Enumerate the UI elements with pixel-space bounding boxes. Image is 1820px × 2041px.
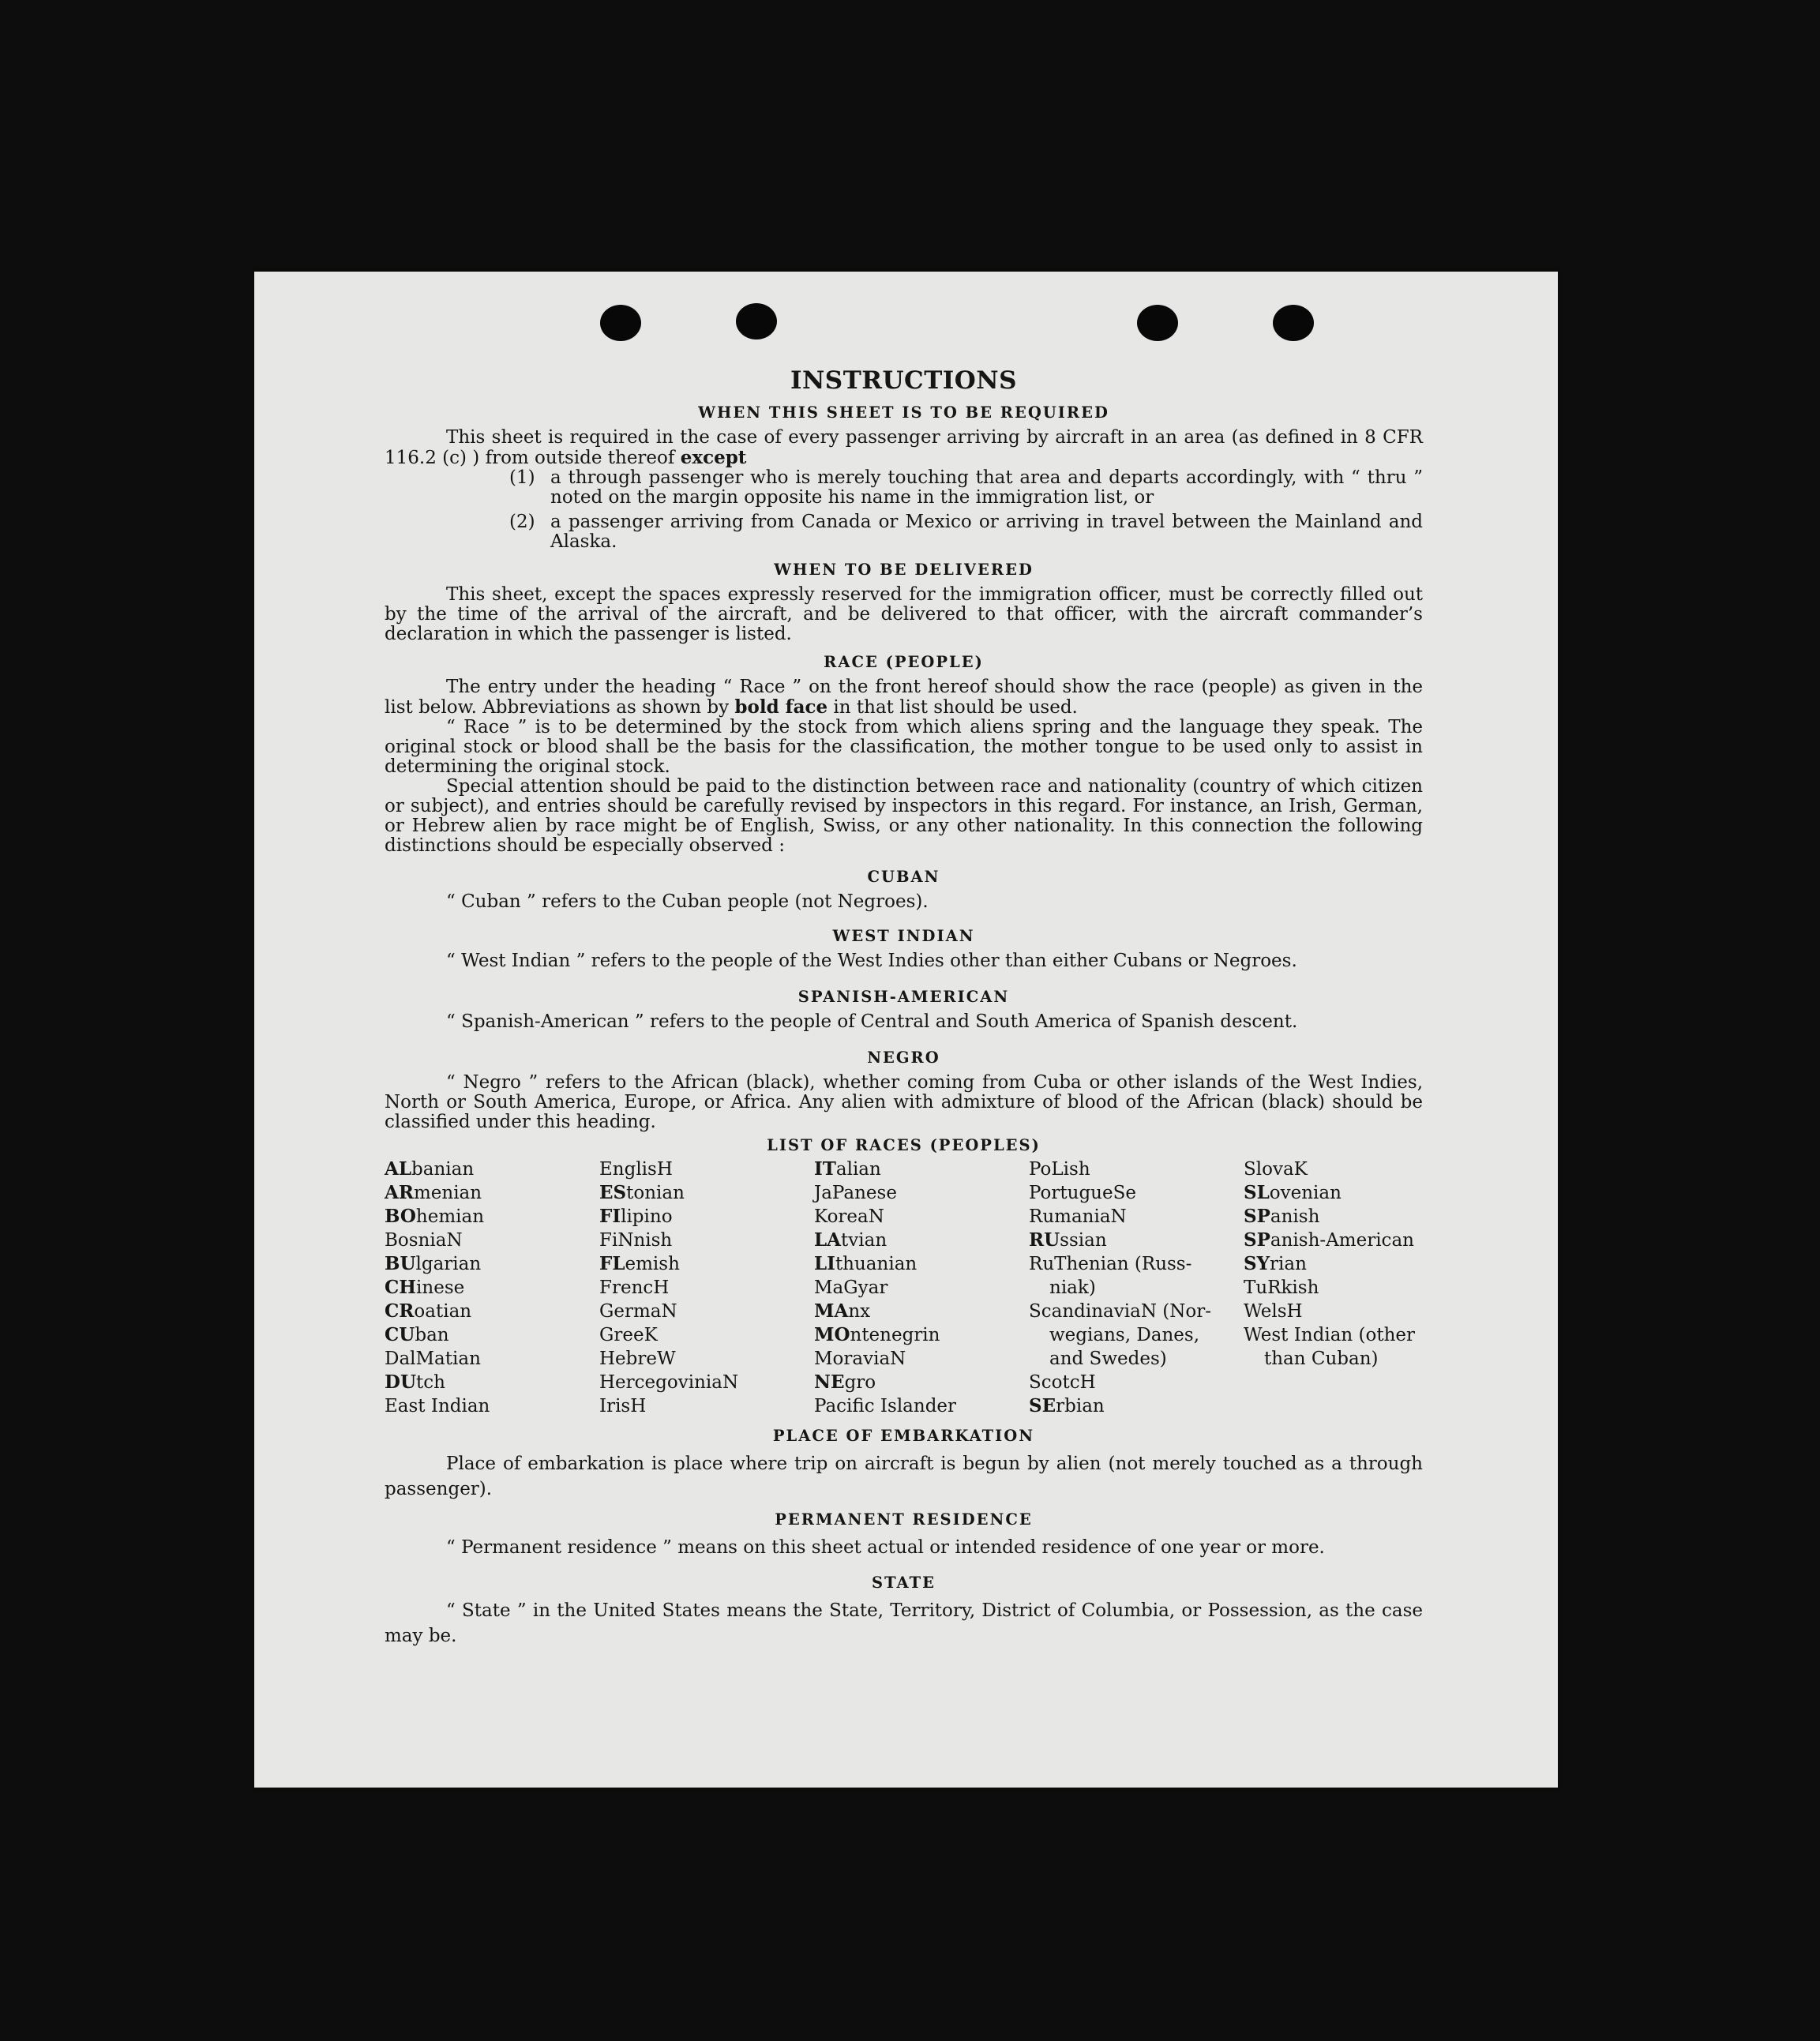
race-abbrev-lead: ES	[599, 1182, 627, 1203]
race-name-tail: N	[890, 1349, 906, 1369]
punch-hole	[1137, 305, 1178, 341]
race-paragraph-3: Special attention should be paid to the distinction between race and nationality (country of which citizen or subject), and entries should be carefully revised by inspectors in this regard. For instance, an Irish, German, or Hebrew alien by race might be of English, Swiss, or any other nationality. In this connection the following distinctions should be especially observed :	[385, 776, 1423, 856]
exception-text: a through passenger who is merely touching that area and departs accordingly, with “ thru ” noted on the margin opposite his name in the immigration list, or	[550, 467, 1423, 508]
race-name-tail: N	[446, 1230, 463, 1251]
race-abbrev-lead: LI	[814, 1253, 835, 1274]
race-entry	[814, 1371, 1029, 1394]
race-name-tail: H	[1079, 1372, 1096, 1393]
race-entry	[1029, 1229, 1244, 1252]
race-name: emish	[625, 1254, 680, 1274]
race-entry	[599, 1394, 814, 1418]
race-name: Iris	[599, 1396, 631, 1416]
race-entry	[385, 1300, 599, 1323]
race-name-tail: K	[1293, 1159, 1308, 1180]
race-name: alian	[835, 1159, 881, 1180]
race-entry	[385, 1181, 599, 1205]
race-name: PoLish	[1029, 1159, 1090, 1180]
race-name: rbian	[1056, 1396, 1105, 1416]
race-name: ntenegrin	[850, 1325, 940, 1345]
race-entry	[1244, 1252, 1423, 1276]
page-title: INSTRUCTIONS	[790, 366, 1018, 395]
race-entry	[385, 1229, 599, 1252]
race-entry	[385, 1205, 599, 1229]
race-abbrev-lead: IT	[814, 1158, 836, 1180]
race-name: tonian	[626, 1183, 685, 1203]
race-entry	[1029, 1205, 1244, 1229]
race-entry	[599, 1300, 814, 1323]
race-name: PortugueSe	[1029, 1183, 1136, 1203]
race-entry	[385, 1323, 599, 1347]
race-entry	[814, 1276, 1029, 1300]
race-entry	[1244, 1323, 1423, 1347]
race-entry	[385, 1394, 599, 1418]
race-name: nx	[848, 1301, 871, 1322]
spanish-american-text: “ Spanish-American ” refers to the people of Central and South America of Spanish descent.	[446, 1011, 1298, 1032]
race-abbrev-lead: BU	[385, 1253, 416, 1274]
race-name: thuanian	[835, 1254, 918, 1274]
punch-hole	[736, 303, 777, 340]
races-column	[385, 1157, 599, 1418]
race-name: Scotc	[1029, 1372, 1080, 1393]
race-entry	[814, 1252, 1029, 1276]
race-name: ssian	[1060, 1230, 1107, 1251]
race-name: Wels	[1244, 1301, 1287, 1322]
punch-hole	[600, 305, 641, 341]
required-intro-text: This sheet is required in the case of every passenger arriving by aircraft in an area (as defined in 8 CFR 116.2 (c) ) from outside thereof	[385, 427, 1423, 468]
race-name: MaGyar	[814, 1278, 888, 1298]
race-name: hemian	[415, 1206, 485, 1227]
race-abbrev-lead: DU	[385, 1371, 417, 1393]
lower-sections	[385, 1428, 1423, 1649]
race-entry	[599, 1157, 814, 1181]
race-name: niak)	[1049, 1278, 1096, 1298]
punch-hole	[1273, 305, 1314, 341]
race-abbrev-lead: SP	[1244, 1229, 1270, 1251]
race-name: inese	[416, 1278, 465, 1298]
race-name-tail: H	[1286, 1301, 1303, 1322]
race-entry	[1029, 1323, 1244, 1347]
race-name: Frenc	[599, 1278, 654, 1298]
race-abbrev-lead: CR	[385, 1300, 415, 1322]
race-name-tail: H	[653, 1278, 670, 1298]
race-entry	[385, 1371, 599, 1394]
race-entry	[1244, 1347, 1423, 1371]
race-name: ovenian	[1269, 1183, 1342, 1203]
race-entry	[599, 1252, 814, 1276]
race-entry	[1029, 1394, 1244, 1418]
race-entry	[599, 1181, 814, 1205]
race-name-tail: N	[868, 1206, 884, 1227]
race-entry	[814, 1323, 1029, 1347]
race-name: lipino	[621, 1206, 673, 1227]
exception-number: (2)	[509, 512, 535, 532]
race-name: RuThenian (Russ-	[1029, 1254, 1192, 1274]
race-entry	[1244, 1300, 1423, 1323]
race-name: Gree	[599, 1325, 644, 1345]
race-name: East Indian	[385, 1396, 490, 1416]
heading-west-indian: WEST INDIAN	[832, 927, 975, 945]
race-abbrev-lead: MO	[814, 1324, 850, 1345]
race-abbrev-lead: SL	[1244, 1182, 1270, 1203]
race-name: TuRkish	[1244, 1278, 1319, 1298]
heading-delivered: WHEN TO BE DELIVERED	[774, 561, 1034, 579]
race-abbrev-lead: SY	[1244, 1253, 1270, 1274]
race-entry	[599, 1323, 814, 1347]
heading-state: STATE	[872, 1574, 936, 1592]
race-entry	[599, 1347, 814, 1371]
exception-item	[509, 512, 1423, 552]
race-abbrev-lead: LA	[814, 1229, 842, 1251]
race-name: Pacific Islander	[814, 1396, 957, 1416]
race-abbrev-lead: FL	[599, 1253, 625, 1274]
race-entry	[1244, 1157, 1423, 1181]
race-name: Englis	[599, 1159, 657, 1180]
heading-embarkation: PLACE OF EMBARKATION	[772, 1427, 1035, 1445]
race-entry	[1029, 1181, 1244, 1205]
race-entry	[814, 1347, 1029, 1371]
race-name: anish-American	[1270, 1230, 1414, 1251]
race-entry	[1029, 1371, 1244, 1394]
race-name-tail: H	[630, 1396, 647, 1416]
race-entry	[1029, 1252, 1244, 1276]
race-p1-end: in that list should be used.	[833, 697, 1078, 718]
required-intro-emphasis: except	[680, 447, 747, 468]
race-abbrev-lead: SE	[1029, 1395, 1056, 1416]
exception-text: a passenger arriving from Canada or Mexico or arriving in travel between the Mainland and Alaska.	[550, 512, 1423, 552]
race-name: DalMatian	[385, 1349, 481, 1369]
race-name-tail: N	[1110, 1206, 1127, 1227]
race-name: anish	[1270, 1206, 1320, 1227]
races-column	[1029, 1157, 1244, 1418]
race-abbrev-lead: CH	[385, 1277, 417, 1298]
race-name-tail: H	[656, 1159, 673, 1180]
race-name: banian	[411, 1159, 475, 1180]
race-name: Hebre	[599, 1349, 657, 1369]
race-abbrev-lead: MA	[814, 1300, 849, 1322]
race-entry	[599, 1371, 814, 1394]
race-name-tail: W	[657, 1349, 676, 1369]
race-name: Rumania	[1029, 1206, 1111, 1227]
race-name: West Indian (other	[1244, 1325, 1416, 1345]
cuban-text: “ Cuban ” refers to the Cuban people (not Negroes).	[446, 891, 929, 912]
race-name: menian	[413, 1183, 482, 1203]
race-abbrev-lead: SP	[1244, 1206, 1270, 1227]
race-entry	[1029, 1276, 1244, 1300]
exception-number: (1)	[509, 467, 535, 488]
residence-text: “ Permanent residence ” means on this sheet actual or intended residence of one year or more.	[446, 1537, 1325, 1558]
race-name: Bosnia	[385, 1230, 447, 1251]
race-name-tail: K	[644, 1325, 658, 1345]
race-name: JaPanese	[814, 1183, 897, 1203]
race-entry	[1244, 1181, 1423, 1205]
race-name: wegians, Danes,	[1049, 1325, 1200, 1345]
race-abbrev-lead: FI	[599, 1206, 621, 1227]
race-name: rian	[1270, 1254, 1307, 1274]
required-intro	[385, 428, 1423, 468]
race-entry	[814, 1394, 1029, 1418]
race-entry	[1244, 1229, 1423, 1252]
west-indian-text: “ West Indian ” refers to the people of the West Indies other than either Cubans or Negroes.	[446, 951, 1297, 971]
race-entry	[1244, 1205, 1423, 1229]
race-abbrev-lead: RU	[1029, 1229, 1060, 1251]
race-name: Germa	[599, 1301, 662, 1322]
heading-list-of-races: LIST OF RACES (PEOPLES)	[767, 1136, 1041, 1154]
race-entry	[814, 1300, 1029, 1323]
race-name-tail: N	[661, 1301, 677, 1322]
race-entry	[814, 1229, 1029, 1252]
exception-item	[509, 468, 1423, 508]
state-text: “ State ” in the United States means the State, Territory, District of Columbia, or Possession, as the case may be.	[385, 1600, 1423, 1646]
race-p1-text: The entry under the heading “ Race ” on the front hereof should show the race (people) as given in the list below. Abbreviations as shown by	[385, 677, 1423, 718]
delivered-text: This sheet, except the spaces expressly reserved for the immigration officer, must be correctly filled out by the time of the arrival of the aircraft, and be delivered to that officer, with the aircraft commander’s declaration in which the passenger is listed.	[385, 584, 1423, 644]
embarkation-text: Place of embarkation is place where trip on aircraft is begun by alien (not merely touched as a through passenger).	[385, 1454, 1423, 1499]
race-abbrev-lead: BO	[385, 1206, 416, 1227]
race-entry	[814, 1205, 1029, 1229]
document-sheet	[254, 272, 1558, 1788]
negro-text: “ Negro ” refers to the African (black), whether coming from Cuba or other islands of the West Indies, North or South America, Europe, or Africa. Any alien with admixture of blood of the African (black) should be classified under this heading.	[385, 1072, 1423, 1132]
heading-residence: PERMANENT RESIDENCE	[775, 1510, 1033, 1529]
race-entry	[1244, 1276, 1423, 1300]
race-name: and Swedes)	[1049, 1349, 1167, 1369]
heading-negro: NEGRO	[867, 1049, 940, 1067]
race-name: oatian	[414, 1301, 472, 1322]
race-name-tail: N	[722, 1372, 739, 1393]
race-name: gro	[844, 1372, 876, 1393]
race-entry	[1029, 1157, 1244, 1181]
race-entry	[814, 1181, 1029, 1205]
race-entry	[385, 1157, 599, 1181]
race-p1-bold: bold face	[734, 696, 828, 718]
race-paragraph-2: “ Race ” is to be determined by the stock from which aliens spring and the language they speak. The original stock or blood shall be the basis for the classification, the mother tongue to be used only to assist in determining the original stock.	[385, 717, 1423, 777]
race-name: Slova	[1244, 1159, 1294, 1180]
race-name: than Cuban)	[1264, 1349, 1379, 1369]
races-list	[385, 1157, 1423, 1418]
races-column	[599, 1157, 814, 1418]
heading-race: RACE (PEOPLE)	[824, 653, 984, 671]
race-entry	[1029, 1300, 1244, 1323]
race-entry	[385, 1252, 599, 1276]
race-name: FiNnish	[599, 1230, 673, 1251]
race-entry	[385, 1276, 599, 1300]
race-entry	[599, 1276, 814, 1300]
heading-spanish-american: SPANISH-AMERICAN	[797, 988, 1010, 1006]
instructions-content	[385, 366, 1423, 1649]
heading-cuban: CUBAN	[867, 868, 940, 886]
race-name: tvian	[841, 1230, 887, 1251]
race-name: lgarian	[415, 1254, 482, 1274]
race-name: Hercegovinia	[599, 1372, 722, 1393]
race-abbrev-lead: AR	[385, 1182, 414, 1203]
race-entry	[814, 1157, 1029, 1181]
race-name-tail: N (Nor-	[1140, 1301, 1211, 1322]
race-entry	[385, 1347, 599, 1371]
heading-required: WHEN THIS SHEET IS TO BE REQUIRED	[698, 403, 1109, 422]
race-name: Korea	[814, 1206, 869, 1227]
race-entry	[599, 1205, 814, 1229]
races-column	[1244, 1157, 1423, 1418]
race-entry	[599, 1229, 814, 1252]
race-abbrev-lead: NE	[814, 1371, 845, 1393]
race-name: Scandinavia	[1029, 1301, 1141, 1322]
race-name: Moravia	[814, 1349, 891, 1369]
race-abbrev-lead: CU	[385, 1324, 415, 1345]
race-paragraph-1	[385, 677, 1423, 718]
race-abbrev-lead: AL	[385, 1158, 412, 1180]
race-entry	[1029, 1347, 1244, 1371]
race-name: ban	[415, 1325, 449, 1345]
race-name: tch	[416, 1372, 445, 1393]
races-column	[814, 1157, 1029, 1418]
